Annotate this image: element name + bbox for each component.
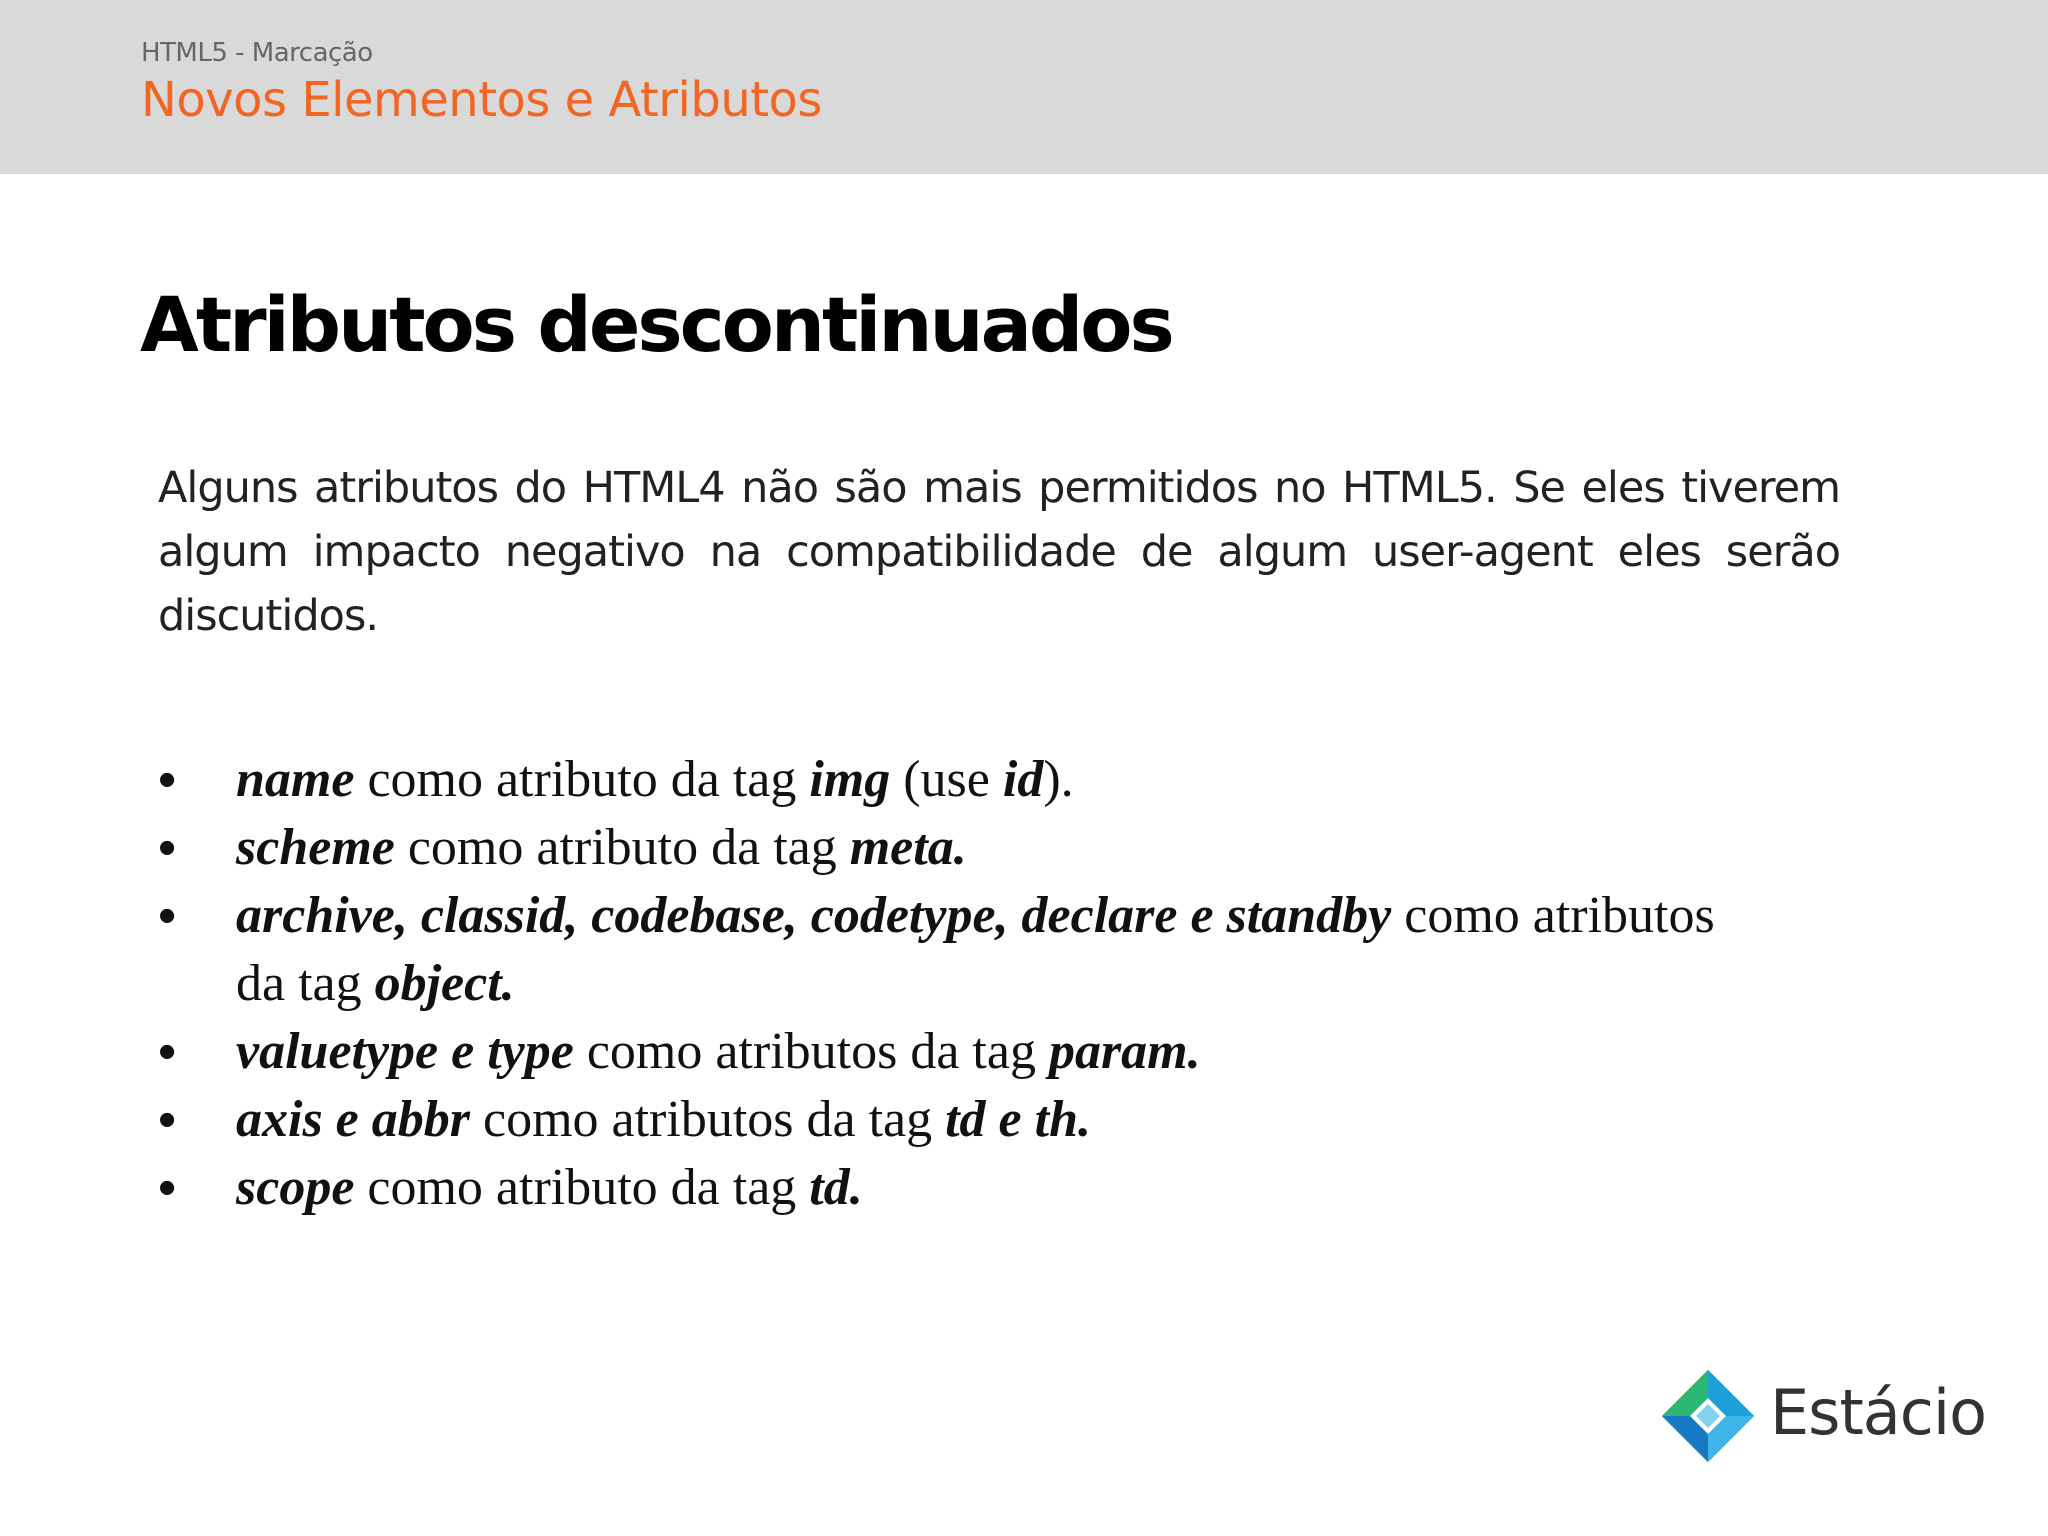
intro-paragraph: Alguns atributos do HTML4 não são mais permitidos no HTML5. Se eles tiverem algum impacto negativo na compatibilidade de algum user-agent eles serão discutidos. [158, 463, 1840, 641]
attribute-name: id [1002, 751, 1044, 808]
bullet-dot: • [158, 1023, 177, 1081]
attribute-name: axis e abbr [236, 1091, 470, 1148]
bullet-text: como atributos da tag [236, 887, 1715, 1012]
bullet-dot: • [158, 751, 177, 809]
breadcrumb: HTML5 - Marcação [141, 38, 373, 68]
page-title: Atributos descontinuados [140, 280, 1172, 369]
bullet-text: como atributo da tag [354, 751, 810, 808]
attribute-name: object. [374, 955, 515, 1012]
bullet-dot: • [158, 887, 177, 945]
list-item [158, 882, 1718, 1018]
bullet-text: como atributos da tag [470, 1091, 946, 1148]
bullet-dot: • [158, 819, 177, 877]
bullet-text: (use [890, 751, 1003, 808]
section-title: Novos Elementos e Atributos [141, 72, 822, 128]
attribute-name: td e th. [945, 1091, 1092, 1148]
attribute-name: param. [1048, 1023, 1201, 1080]
bullet-text: como atributos da tag [573, 1023, 1049, 1080]
attribute-name: valuetype e type [236, 1023, 574, 1080]
bullet-text: como atributo da tag [394, 819, 850, 876]
header-bar [0, 0, 2048, 174]
list-item [158, 746, 1718, 814]
bullet-text: ). [1043, 751, 1074, 808]
bullet-text: como atributo da tag [354, 1159, 810, 1216]
bullet-dot: • [158, 1159, 177, 1217]
bullet-list [158, 746, 1718, 1222]
attribute-name: scheme [236, 819, 395, 876]
list-item [158, 1154, 1718, 1222]
list-item [158, 814, 1718, 882]
attribute-name: meta. [849, 819, 967, 876]
list-item [158, 1018, 1718, 1086]
estacio-diamond-icon [1660, 1368, 1756, 1464]
bullet-dot: • [158, 1091, 177, 1149]
attribute-name: img [809, 751, 891, 808]
attribute-name: td. [809, 1159, 863, 1216]
list-item [158, 1086, 1718, 1154]
logo-text: Estácio [1770, 1376, 1987, 1449]
estacio-logo [1660, 1368, 2000, 1464]
attribute-name: archive, classid, codebase, codetype, declare e standby [236, 887, 1392, 944]
attribute-name: name [236, 751, 355, 808]
attribute-name: scope [236, 1159, 355, 1216]
